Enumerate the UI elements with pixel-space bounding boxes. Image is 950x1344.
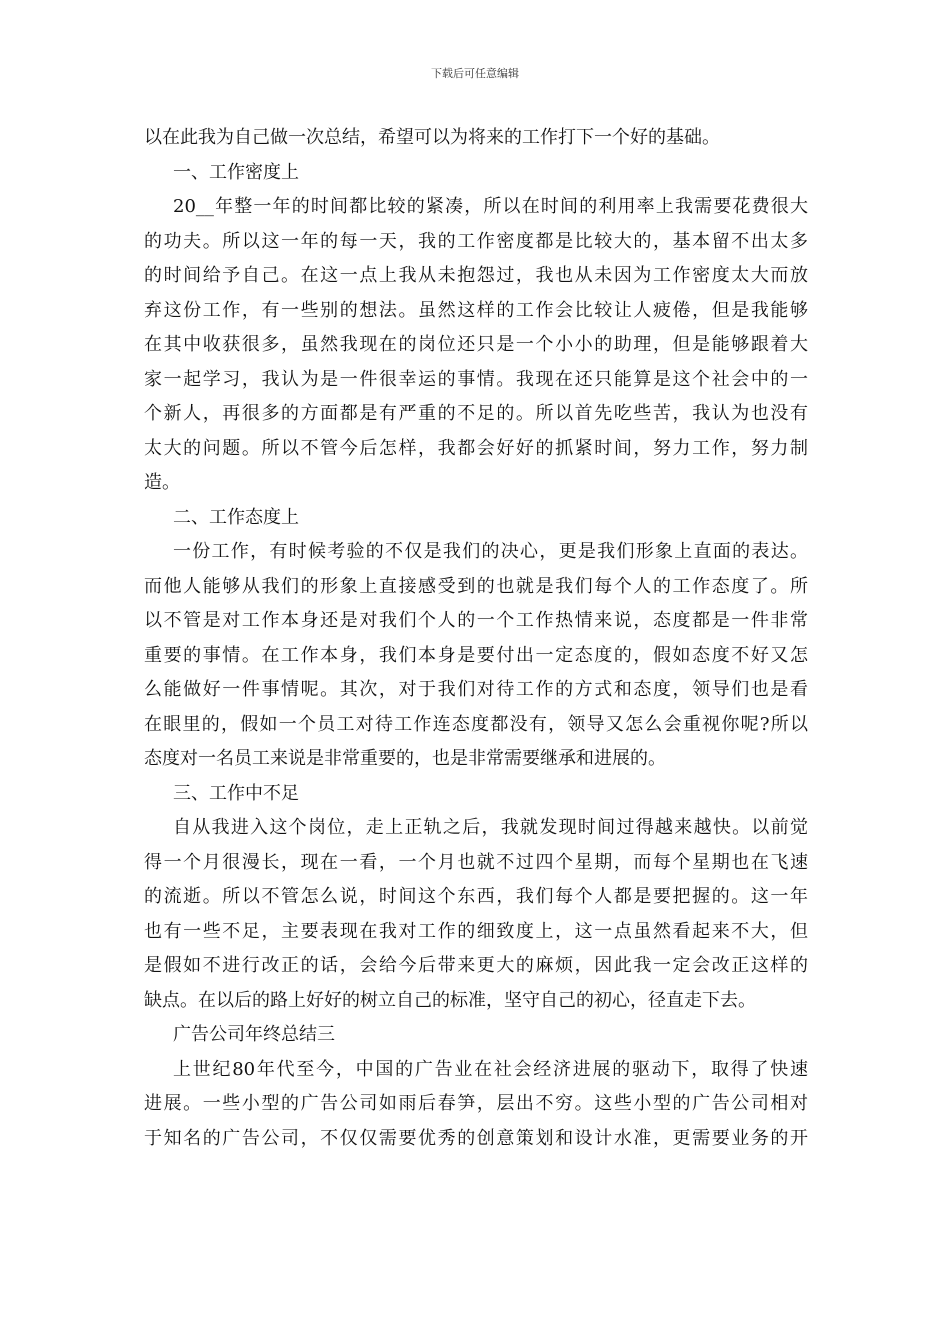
text-line: 造。 — [144, 472, 180, 493]
section-heading: 二、工作态度上 — [173, 506, 299, 528]
text-line: 的时间给予自己。在这一点上我从未抱怨过，我也从未因为工作密度太大而放 — [144, 265, 808, 286]
text-line: 在眼里的，假如一个员工对待工作连态度都没有，领导又怎么会重视你呢?所以 — [144, 713, 808, 735]
text-line: 在其中收获很多，虽然我现在的岗位还只是一个小小的助理，但是能够跟着大 — [144, 334, 808, 355]
text-line: 也有一些不足，主要表现在我对工作的细致度上，这一点虽然看起来不大，但 — [144, 920, 808, 942]
document-body — [144, 121, 808, 1156]
text-line: 以不管是对工作本身还是对我们个人的一个工作热情来说，态度都是一件非常 — [144, 610, 808, 631]
page-header: 下载后可任意编辑 — [431, 67, 519, 80]
text-line: 于知名的广告公司，不仅仅需要优秀的创意策划和设计水准，更需要业务的开 — [144, 1127, 808, 1149]
text-line: 的功夫。所以这一年的每一天，我的工作密度都是比较大的，基本留不出太多 — [144, 230, 808, 252]
text-line: 重要的事情。在工作本身，我们本身是要付出一定态度的，假如态度不好又怎 — [144, 644, 808, 666]
text-line: 么能做好一件事情呢。其次，对于我们对待工作的方式和态度，领导们也是看 — [144, 679, 808, 700]
text-line: 太大的问题。所以不管今后怎样，我都会好好的抓紧时间，努力工作，努力制 — [144, 437, 808, 459]
text-line: 20__年整一年的时间都比较的紧凑，所以在时间的利用率上我需要花费很大 — [173, 196, 808, 217]
section-heading: 三、工作中不足 — [173, 782, 299, 804]
text-line: 态度对一名员工来说是非常重要的，也是非常需要继承和进展的。 — [144, 748, 666, 769]
text-line: 是假如不进行改正的话，会给今后带来更大的麻烦，因此我一定会改正这样的 — [144, 955, 808, 976]
text-line: 一份工作，有时候考验的不仅是我们的决心，更是我们形象上直面的表达。 — [173, 541, 808, 562]
text-line: 的流逝。所以不管怎么说，时间这个东西，我们每个人都是要把握的。这一年 — [144, 886, 808, 907]
text-line: 上世纪80年代至今，中国的广告业在社会经济进展的驱动下，取得了快速 — [173, 1058, 808, 1080]
text-line: 自从我进入这个岗位，走上正轨之后，我就发现时间过得越来越快。以前觉 — [173, 817, 808, 838]
section-heading: 一、工作密度上 — [173, 161, 299, 183]
text-line: 家一起学习，我认为是一件很幸运的事情。我现在还只能算是这个社会中的一 — [144, 368, 808, 390]
text-line: 缺点。在以后的路上好好的树立自己的标准，坚守自己的初心，径直走下去。 — [144, 989, 756, 1011]
section-heading: 广告公司年终总结三 — [173, 1024, 335, 1045]
text-line: 个新人，再很多的方面都是有严重的不足的。所以首先吃些苦，我认为也没有 — [144, 403, 808, 424]
text-line: 弃这份工作，有一些别的想法。虽然这样的工作会比较让人疲倦，但是我能够 — [144, 299, 808, 321]
text-line: 进展。一些小型的广告公司如雨后春笋，层出不穷。这些小型的广告公司相对 — [144, 1093, 808, 1114]
text-line: 得一个月很漫长，现在一看，一个月也就不过四个星期，而每个星期也在飞速 — [144, 851, 808, 873]
text-line: 而他人能够从我们的形象上直接感受到的也就是我们每个人的工作态度了。所 — [144, 575, 808, 597]
text-line: 以在此我为自己做一次总结，希望可以为将来的工作打下一个好的基础。 — [144, 127, 720, 148]
